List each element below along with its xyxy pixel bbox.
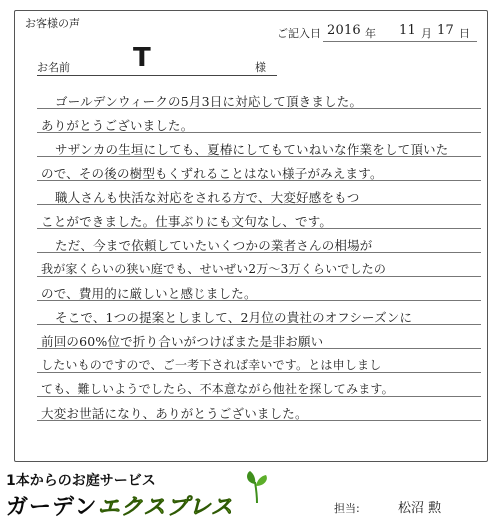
- brand-accent: エクスプレス: [97, 495, 234, 520]
- name-underline: [37, 75, 277, 76]
- date-year-unit: 年: [365, 27, 376, 40]
- comment-line: 前回の60%位で折り合いがつけばまた是非お願い: [41, 334, 324, 349]
- form-heading: お客様の声: [25, 17, 80, 30]
- comment-line: 我が家くらいの狭い庭でも、せいぜい2万〜3万くらいでしたの: [41, 262, 387, 276]
- date-month-unit: 月: [421, 27, 432, 40]
- comment-line: 大変お世話になり、ありがとうございました。: [41, 406, 308, 421]
- comment-line: そこで、1つの提案としまして、2月位の貴社のオフシーズンに: [55, 310, 413, 325]
- name-value: T: [133, 43, 151, 73]
- service-tagline: 1本からのお庭サービス: [6, 473, 156, 489]
- comment-line: ゴールデンウィークの5月3日に対応して頂きました。: [55, 94, 363, 109]
- customer-voice-form: [14, 10, 488, 462]
- date-year: 2016: [327, 23, 361, 38]
- name-field: [37, 45, 277, 75]
- leaf-icon: [244, 470, 270, 508]
- staff-label: 担当:: [334, 502, 360, 515]
- brand-main: ガーデン: [6, 495, 98, 520]
- staff-name: 松沼 勲: [398, 501, 442, 516]
- date-underline: [323, 41, 477, 42]
- name-label: お名前: [37, 61, 70, 74]
- comment-line: ありがとうございました。: [41, 118, 194, 133]
- date-month: 11: [399, 23, 416, 38]
- date-day-unit: 日: [459, 27, 470, 40]
- comment-line: ても、難しいようでしたら、不本意ながら他社を探してみます。: [41, 382, 394, 396]
- comment-line: ことができました。仕事ぶりにも文句なし、です。: [41, 214, 333, 229]
- date-label: ご記入日: [277, 27, 321, 40]
- comment-line: ので、費用的に厳しいと感じました。: [41, 286, 257, 301]
- date-day: 17: [437, 23, 454, 38]
- name-suffix: 様: [255, 61, 266, 74]
- company-logo: [6, 490, 234, 521]
- company-footer: [6, 470, 156, 490]
- comment-line: サザンカの生垣にしても、夏椿にしてもていねいな作業をして頂いた: [55, 142, 449, 157]
- comment-line: ので、その後の樹型もくずれることはない様子がみえます。: [41, 166, 383, 181]
- comment-line: したいものですので、ご一考下されば幸いです。とは申しまし: [41, 358, 382, 372]
- date-field: [277, 23, 477, 43]
- comment-line: 職人さんも快活な対応をされる方で、大変好感をもつ: [55, 190, 360, 205]
- comment-line: ただ、今まで依頼していたいくつかの業者さんの相場が: [55, 238, 373, 253]
